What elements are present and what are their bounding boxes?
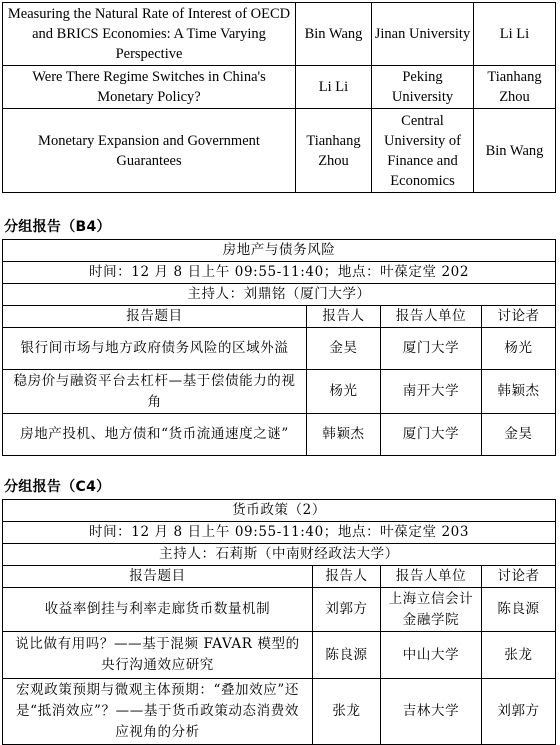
affiliation: 上海立信会计金融学院	[381, 588, 482, 632]
presenter: Tianhang Zhou	[296, 109, 372, 193]
table-row	[3, 66, 556, 109]
section-heading-b4: 分组报告（B4）	[4, 219, 111, 235]
paper-title: 房地产投机、地方债和“货币流通速度之谜”	[3, 414, 307, 456]
presenter: 杨光	[307, 370, 381, 414]
column-header: 报告人	[307, 306, 381, 328]
presenter: 韩颖杰	[307, 414, 381, 456]
column-header: 报告人单位	[381, 306, 482, 328]
table-row	[3, 414, 556, 456]
session-host: 主持人：石莉斯（中南财经政法大学）	[3, 544, 556, 566]
column-header: 报告人单位	[381, 566, 482, 588]
table-row	[3, 370, 556, 414]
discussant: 杨光	[482, 328, 556, 370]
table-row	[3, 679, 556, 745]
presenter: 金昊	[307, 328, 381, 370]
table-row	[3, 588, 556, 632]
paper-title: 收益率倒挂与利率走廊货币数量机制	[3, 588, 313, 632]
presenter: 张龙	[313, 679, 381, 745]
affiliation: 南开大学	[381, 370, 482, 414]
affiliation: Jinan University	[372, 3, 474, 66]
affiliation: Central University of Finance and Economics	[372, 109, 474, 193]
affiliation: 吉林大学	[381, 679, 482, 745]
table-row	[3, 632, 556, 679]
paper-title: Monetary Expansion and Government Guarantees	[3, 109, 296, 193]
session-host: 主持人：刘鼎铭（厦门大学）	[3, 284, 556, 306]
column-header-row	[3, 306, 556, 328]
paper-title: Measuring the Natural Rate of Interest of OECD and BRICS Economies: A Time Varying Perspective	[3, 3, 296, 66]
discussant: 张龙	[482, 632, 556, 679]
paper-title: 银行间市场与地方政府债务风险的区域外溢	[3, 328, 307, 370]
presenter: Li Li	[296, 66, 372, 109]
paper-title: Were There Regime Switches in China's Monetary Policy?	[3, 66, 296, 109]
column-header: 报告题目	[3, 306, 307, 328]
paper-title: 说比做有用吗？——基于混频 FAVAR 模型的央行沟通效应研究	[3, 632, 313, 679]
presenter: 刘郭方	[313, 588, 381, 632]
english-schedule-table	[2, 2, 556, 193]
column-header-row	[3, 566, 556, 588]
paper-title: 稳房价与融资平台去杠杆—基于偿债能力的视角	[3, 370, 307, 414]
section-heading-c4: 分组报告（C4）	[4, 479, 111, 495]
column-header: 报告人	[313, 566, 381, 588]
presenter: Bin Wang	[296, 3, 372, 66]
column-header: 讨论者	[482, 306, 556, 328]
session-topic: 房地产与债务风险	[3, 240, 556, 262]
discussant: 陈良源	[482, 588, 556, 632]
table-row	[3, 3, 556, 66]
discussant: 刘郭方	[482, 679, 556, 745]
column-header: 报告题目	[3, 566, 313, 588]
session-topic: 货币政策（2）	[3, 500, 556, 522]
column-header: 讨论者	[482, 566, 556, 588]
discussant: Li Li	[474, 3, 556, 66]
presenter: 陈良源	[313, 632, 381, 679]
table-row	[3, 109, 556, 193]
affiliation: 中山大学	[381, 632, 482, 679]
discussant: 金昊	[482, 414, 556, 456]
table-row	[3, 328, 556, 370]
discussant: Bin Wang	[474, 109, 556, 193]
session-b4-table	[2, 239, 556, 456]
discussant: Tianhang Zhou	[474, 66, 556, 109]
paper-title: 宏观政策预期与微观主体预期：“叠加效应”还是“抵消效应”？——基于货币政策动态消费效应视角的分析	[3, 679, 313, 745]
affiliation: Peking University	[372, 66, 474, 109]
session-c4-table	[2, 499, 556, 745]
session-time-location: 时间：12 月 8 日上午 09:55-11:40；地点：叶葆定堂 202	[3, 262, 556, 284]
discussant: 韩颖杰	[482, 370, 556, 414]
affiliation: 厦门大学	[381, 328, 482, 370]
session-time-location: 时间：12 月 8 日上午 09:55-11:40；地点：叶葆定堂 203	[3, 522, 556, 544]
affiliation: 厦门大学	[381, 414, 482, 456]
